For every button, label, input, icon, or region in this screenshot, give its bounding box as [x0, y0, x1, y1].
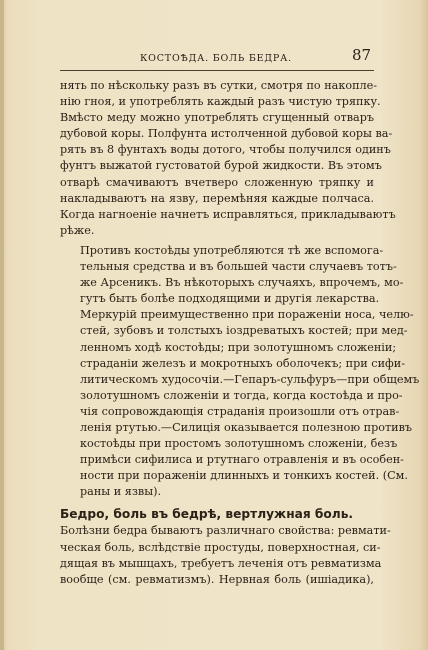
- text-line: костоѣды при простомъ золотушномъ сложеніи, безъ: [80, 437, 398, 451]
- text-line: литическомъ худосочіи.—Гепаръ-сульфуръ—при общемъ: [80, 372, 420, 386]
- page-number: 87: [352, 46, 372, 64]
- text-line: тельныя средства и въ большей части случаевъ тотъ-: [80, 260, 397, 274]
- text-line: вообще (см. ревматизмъ). Нервная боль (ишіадика),: [60, 572, 374, 586]
- text-line: фунтъ выжатой густоватой бурой жидкости. Въ этомъ: [60, 159, 382, 173]
- text-line: раны и язвы).: [80, 485, 162, 499]
- text-line: Меркурій преимущественно при пораженіи носа, челю-: [80, 308, 414, 322]
- text-line: Когда нагноеніе начнетъ исправляться, прикладываютъ: [60, 207, 396, 221]
- text-line: ческая боль, вслѣдствіе простуды, поверхностная, си-: [60, 540, 381, 554]
- page-header: [0, 46, 428, 66]
- text-line: страданіи железъ и мокротныхъ оболочекъ; при сифи-: [80, 356, 406, 370]
- text-line: рѣже.: [60, 223, 95, 237]
- body-text: [60, 78, 420, 588]
- text-line: примѣси сифилиса и ртутнаго отравленія и въ особен-: [80, 453, 404, 467]
- section-heading: Бедро, боль въ бедрѣ, вертлужная боль.: [60, 507, 354, 522]
- text-line: Болѣзни бедра бываютъ различнаго свойства: ревмати-: [60, 524, 391, 538]
- text-line: накладываютъ на язву, перемѣняя каждые полчаса.: [60, 191, 374, 205]
- header-rule: [60, 70, 374, 71]
- page-binding-edge: [0, 0, 4, 650]
- text-line: ленномъ ходѣ костоѣды; при золотушномъ сложеніи;: [80, 340, 397, 354]
- text-line: золотушномъ сложеніи и тогда, когда костоѣда и про-: [80, 388, 403, 402]
- text-line: стей, зубовъ и толстыхъ іоздреватыхъ костей; при мед-: [80, 324, 408, 338]
- paragraph-1: [60, 78, 396, 239]
- paragraph-3: [60, 523, 391, 587]
- text-line: Вмѣсто меду можно употреблять сгущенный отваръ: [60, 111, 374, 125]
- running-head: КОСТОѢДА. БОЛЬ БЕДРА.: [140, 53, 292, 64]
- text-line: ности при пораженіи длинныхъ и тонкихъ костей. (См.: [80, 469, 408, 483]
- text-line: дубовой коры. Полфунта истолченной дубовой коры ва-: [60, 127, 393, 141]
- text-line: гутъ быть болѣе подходящими и другія лекарства.: [80, 292, 380, 306]
- text-line: дящая въ мышцахъ, требуетъ леченія отъ ревматизма: [60, 556, 382, 570]
- text-line: же Арсеникъ. Въ нѣкоторыхъ случаяхъ, впрочемъ, мо-: [80, 276, 404, 290]
- text-line: рять въ 8 фунтахъ воды дотого, чтобы получился одинъ: [60, 143, 391, 157]
- text-line: ленія ртутью.—Силиція оказывается полезною противъ: [80, 420, 413, 434]
- text-line: отварѣ смачиваютъ вчетверо сложенную тряпку и: [60, 175, 374, 189]
- text-line: нять по нѣскольку разъ въ сутки, смотря по накопле-: [60, 79, 378, 92]
- paragraph-2: [60, 243, 420, 501]
- text-line: Противъ костоѣды употребляются тѣ же вспомога-: [80, 243, 384, 257]
- text-line: нію гноя, и употреблять каждый разъ чистую тряпку.: [60, 95, 381, 109]
- text-line: чія сопровождающія страданія произошли отъ отрав-: [80, 404, 400, 418]
